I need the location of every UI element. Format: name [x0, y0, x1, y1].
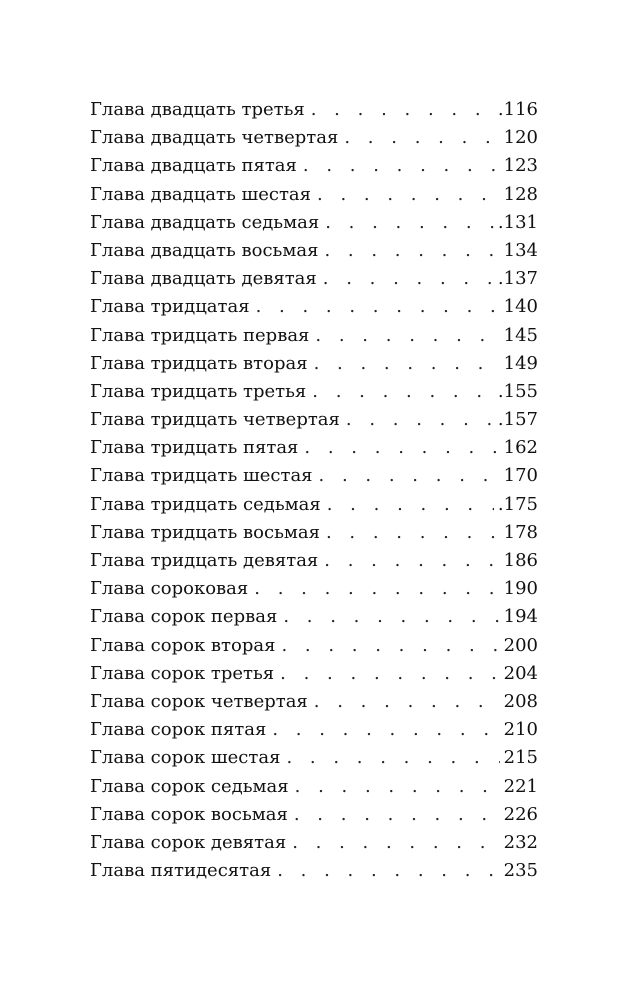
- toc-entry[interactable]: [90, 603, 538, 631]
- toc-entry-title: Глава пятидесятая: [90, 860, 272, 882]
- toc-entry-title: Глава двадцать восьмая: [90, 239, 319, 261]
- toc-entry[interactable]: [90, 434, 538, 462]
- toc-entry[interactable]: [90, 322, 538, 350]
- dot-leader: [326, 519, 500, 547]
- toc-entry-title: Глава двадцать четвертая: [90, 127, 339, 149]
- toc-entry-title: Глава сорок девятая: [90, 831, 287, 853]
- dot-leader: [294, 801, 500, 829]
- toc-entry[interactable]: [90, 744, 538, 772]
- toc-entry-page-number: 200: [503, 634, 538, 656]
- dot-leader: [315, 322, 499, 350]
- toc-entry-page-number: 190: [503, 578, 538, 600]
- toc-entry-title: Глава тридцать восьмая: [90, 521, 320, 543]
- dot-leader: [283, 603, 499, 631]
- dot-leader: [254, 575, 499, 603]
- toc-entry[interactable]: [90, 547, 538, 575]
- toc-entry-page-number: 235: [503, 860, 538, 882]
- toc-entry-title: Глава сорок четвертая: [90, 690, 308, 712]
- toc-entry-page-number: 123: [503, 155, 538, 177]
- toc-entry-page-number: 178: [503, 521, 538, 543]
- toc-entry[interactable]: [90, 491, 538, 519]
- toc-entry-page-number: 226: [503, 803, 538, 825]
- toc-entry-page-number: 194: [503, 606, 538, 628]
- toc-entry-page-number: .137: [497, 268, 538, 290]
- toc-entry-page-number: .116: [497, 99, 538, 120]
- toc-entry-page-number: .155: [497, 380, 538, 402]
- toc-entry-title: Глава тридцать седьмая: [90, 493, 321, 515]
- toc-entry-page-number: 186: [503, 550, 538, 571]
- dot-leader: [292, 829, 499, 857]
- toc-entry-title: Глава сорок вторая: [90, 634, 276, 656]
- toc-entry-page-number: 208: [503, 690, 538, 712]
- toc-entry-page-number: .175: [497, 493, 538, 515]
- dot-leader: [281, 632, 499, 660]
- toc-entry[interactable]: [90, 96, 538, 124]
- toc-entry[interactable]: [90, 632, 538, 660]
- toc-entry-page-number: 134: [503, 239, 538, 261]
- toc-entry-title: Глава сорок третья: [90, 662, 275, 684]
- table-of-contents: [90, 96, 538, 885]
- dot-leader: [324, 237, 499, 265]
- toc-entry-page-number: 210: [503, 719, 538, 741]
- toc-entry[interactable]: [90, 378, 538, 406]
- toc-entry[interactable]: [90, 265, 538, 293]
- toc-entry[interactable]: [90, 209, 538, 237]
- toc-entry-title: Глава двадцать пятая: [90, 155, 297, 177]
- dot-leader: [272, 716, 499, 744]
- toc-entry-title: Глава сорок восьмая: [90, 803, 288, 825]
- toc-entry-title: Глава сорок первая: [90, 606, 278, 628]
- dot-leader: [327, 491, 494, 519]
- toc-entry-title: Глава тридцать вторая: [90, 352, 308, 374]
- toc-entry-page-number: 140: [503, 296, 538, 318]
- toc-entry-page-number: 128: [503, 183, 538, 205]
- toc-entry-page-number: 145: [503, 324, 538, 346]
- toc-entry-title: Глава двадцать шестая: [90, 183, 312, 205]
- toc-entry[interactable]: [90, 124, 538, 152]
- toc-entry-page-number: 162: [503, 437, 538, 459]
- toc-entry-title: Глава двадцать седьмая: [90, 211, 320, 233]
- toc-entry-title: Глава тридцать девятая: [90, 550, 319, 571]
- toc-entry[interactable]: [90, 688, 538, 716]
- toc-entry-title: Глава тридцатая: [90, 296, 250, 318]
- toc-entry[interactable]: [90, 181, 538, 209]
- dot-leader: [323, 265, 494, 293]
- toc-entry-title: Глава тридцать шестая: [90, 465, 313, 487]
- dot-leader: [312, 378, 494, 406]
- dot-leader: [314, 688, 500, 716]
- toc-entry[interactable]: [90, 462, 538, 490]
- dot-leader: [319, 462, 500, 490]
- dot-leader: [344, 124, 499, 152]
- toc-entry-page-number: 149: [503, 352, 538, 374]
- toc-entry-title: Глава двадцать девятая: [90, 268, 317, 290]
- toc-entry-title: Глава тридцать пятая: [90, 437, 299, 459]
- dot-leader: [303, 152, 500, 180]
- toc-entry[interactable]: [90, 660, 538, 688]
- toc-entry[interactable]: [90, 519, 538, 547]
- dot-leader: [324, 547, 499, 575]
- toc-entry-title: Глава тридцать первая: [90, 324, 310, 346]
- dot-leader: [277, 857, 499, 885]
- toc-entry-title: Глава сорок седьмая: [90, 775, 289, 797]
- toc-entry[interactable]: [90, 773, 538, 801]
- toc-entry-page-number: 215: [503, 747, 538, 769]
- toc-entry-page-number: .131: [497, 211, 538, 233]
- toc-entry-page-number: .157: [497, 409, 538, 431]
- toc-entry-title: Глава двадцать третья: [90, 99, 305, 120]
- toc-entry[interactable]: [90, 801, 538, 829]
- dot-leader: [314, 350, 500, 378]
- toc-entry-page-number: 120: [503, 127, 538, 149]
- toc-entry-page-number: 204: [503, 662, 538, 684]
- toc-entry[interactable]: [90, 237, 538, 265]
- dot-leader: [286, 744, 499, 772]
- toc-entry[interactable]: [90, 350, 538, 378]
- dot-leader: [295, 773, 500, 801]
- toc-entry-title: Глава тридцать третья: [90, 380, 307, 402]
- toc-entry-title: Глава тридцать четвертая: [90, 409, 340, 431]
- toc-entry-page-number: 232: [503, 831, 538, 853]
- dot-leader: [325, 209, 494, 237]
- toc-entry-title: Глава сорок шестая: [90, 747, 281, 769]
- toc-entry-title: Глава сороковая: [90, 578, 249, 600]
- dot-leader: [304, 434, 499, 462]
- dot-leader: [280, 660, 499, 688]
- toc-entry-title: Глава сорок пятая: [90, 719, 267, 741]
- dot-leader: [256, 293, 500, 321]
- toc-entry[interactable]: [90, 575, 538, 603]
- dot-leader: [311, 96, 494, 124]
- toc-entry-page-number: 170: [503, 465, 538, 487]
- toc-entry[interactable]: [90, 152, 538, 180]
- toc-entry[interactable]: [90, 406, 538, 434]
- dot-leader: [346, 406, 494, 434]
- toc-entry[interactable]: [90, 829, 538, 857]
- dot-leader: [317, 181, 500, 209]
- toc-entry[interactable]: [90, 857, 538, 885]
- toc-entry[interactable]: [90, 293, 538, 321]
- toc-entry[interactable]: [90, 716, 538, 744]
- toc-entry-page-number: 221: [503, 775, 538, 797]
